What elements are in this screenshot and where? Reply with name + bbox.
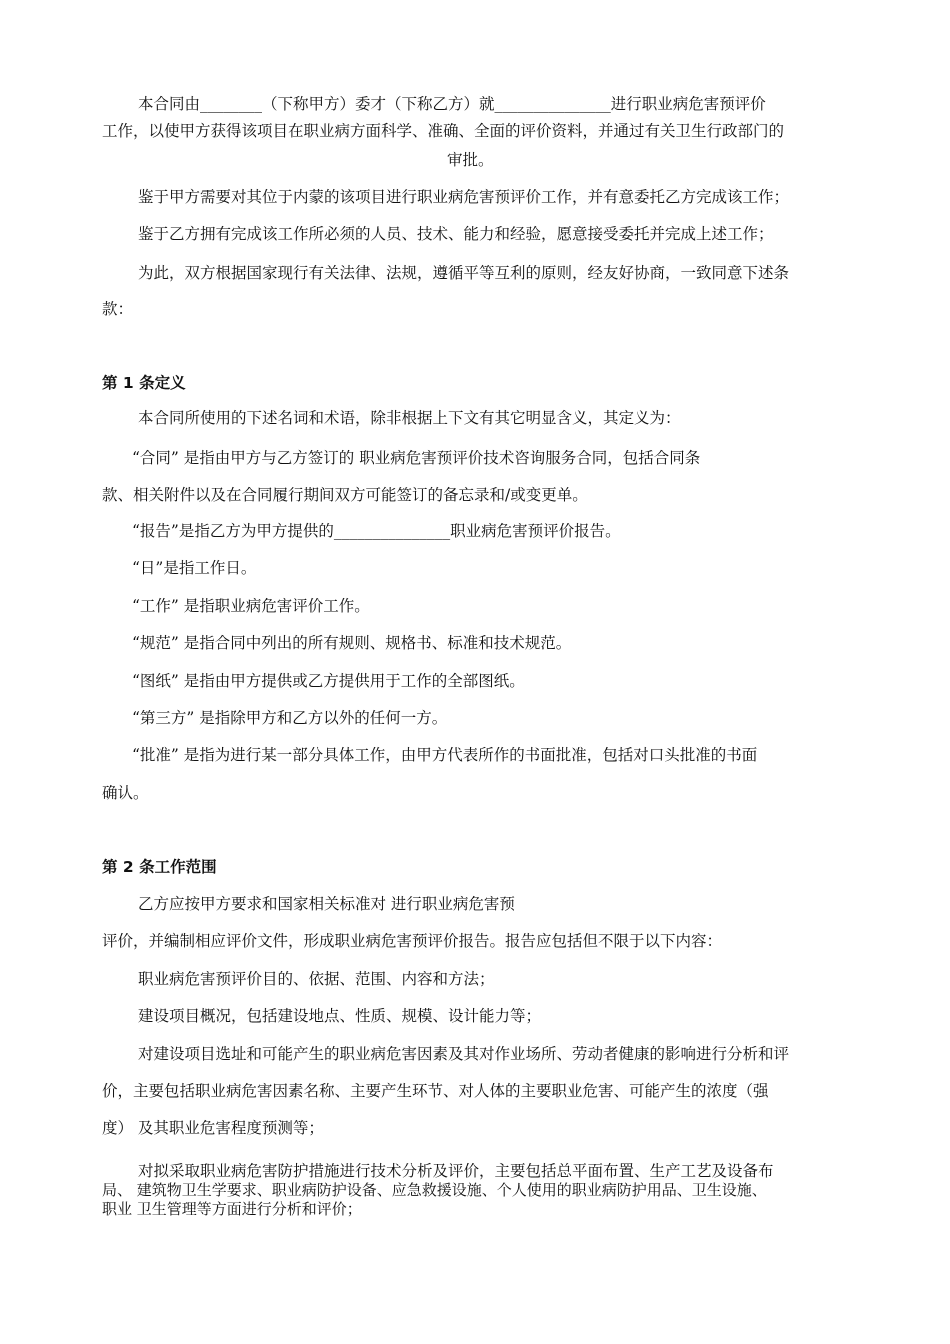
section-2-title: 第 2 条工作范围 [102, 858, 217, 876]
section-2-paragraph: 乙方应按甲方要求和国家相关标准对 进行职业病危害预 [138, 895, 515, 913]
definition-approval: “批准” 是指为进行某一部分具体工作，由甲方代表所作的书面批准，包括对口头批准的书面 [132, 746, 758, 764]
intro-paragraph-2: 鉴于甲方需要对其位于内蒙的该项目进行职业病危害预评价工作，并有意委托乙方完成该工作； [138, 188, 790, 206]
scope-item-4: 对拟采取职业病危害防护措施进行技术分析及评价，主要包括总平面布置、生产工艺及设备布 [138, 1162, 774, 1180]
definition-approval-cont: 确认。 [102, 784, 149, 802]
scope-item-3-cont-1: 价，主要包括职业病危害因素名称、主要产生环节、对人体的主要职业危害、可能产生的浓度（强 [102, 1082, 769, 1100]
section-1-title: 第 1 条定义 [102, 374, 186, 392]
definition-day: “日”是指工作日。 [132, 559, 257, 577]
intro-line-3: 审批。 [447, 151, 494, 169]
scope-item-1: 职业病危害预评价目的、依据、范围、内容和方法； [138, 970, 495, 988]
scope-item-4-cont-2: 职业 卫生管理等方面进行分析和评价； [102, 1200, 362, 1218]
definition-work: “工作” 是指职业病危害评价工作。 [132, 597, 370, 615]
definition-report: “报告”是指乙方为甲方提供的_______________职业病危害预评价报告。 [132, 522, 621, 540]
scope-item-3-cont-2: 度） 及其职业危害程度预测等； [102, 1119, 324, 1137]
definition-drawings: “图纸” 是指由甲方提供或乙方提供用于工作的全部图纸。 [132, 672, 525, 690]
intro-line-2: 工作，以使甲方获得该项目在职业病方面科学、准确、全面的评价资料，并通过有关卫生行政部门的 [102, 122, 785, 140]
scope-item-2: 建设项目概况，包括建设地点、性质、规模、设计能力等； [138, 1007, 542, 1025]
intro-paragraph-4: 为此，双方根据国家现行有关法律、法规，遵循平等互利的原则，经友好协商，一致同意下述条 [138, 264, 790, 282]
intro-paragraph-3: 鉴于乙方拥有完成该工作所必须的人员、技术、能力和经验，愿意接受委托并完成上述工作； [138, 225, 774, 243]
scope-item-4-cont-1: 局、 建筑物卫生学要求、职业病防护设备、应急救援设施、个人使用的职业病防护用品、卫生设施、 [102, 1181, 767, 1199]
intro-line-1: 本合同由________（下称甲方）委才（下称乙方）就_______________进行职业病危害预评价 [138, 95, 766, 113]
definition-contract: “合同” 是指由甲方与乙方签订的 职业病危害预评价技术咨询服务合同，包括合同条 [132, 449, 701, 467]
definition-third-party: “第三方” 是指除甲方和乙方以外的任何一方。 [132, 709, 448, 727]
definition-specification: “规范” 是指合同中列出的所有规则、规格书、标准和技术规范。 [132, 634, 572, 652]
section-2-paragraph-cont: 评价，并编制相应评价文件，形成职业病危害预评价报告。报告应包括但不限于以下内容： [102, 932, 723, 950]
intro-paragraph-4-cont: 款： [102, 300, 134, 318]
scope-item-3: 对建设项目选址和可能产生的职业病危害因素及其对作业场所、劳动者健康的影响进行分析和评 [138, 1045, 790, 1063]
section-1-intro: 本合同所使用的下述名词和术语，除非根据上下文有其它明显含义，其定义为： [138, 409, 681, 427]
definition-contract-cont: 款、相关附件以及在合同履行期间双方可能签订的备忘录和/或变更单。 [102, 486, 588, 504]
